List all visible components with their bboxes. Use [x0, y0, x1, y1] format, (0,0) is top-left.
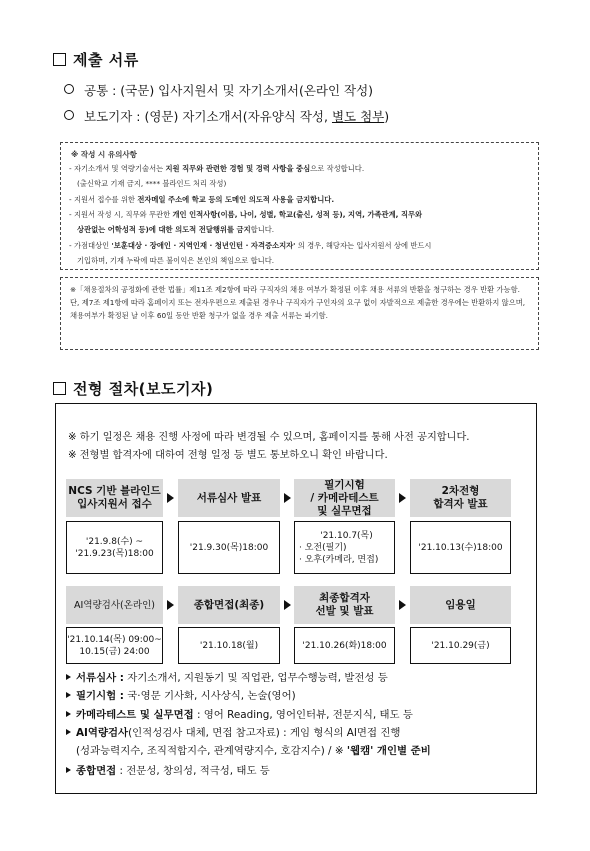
circle-bullet-icon — [64, 110, 74, 120]
section-title-text: 전형 절차(보도기자) — [73, 380, 214, 398]
legal-notice-text: ※「채용절차의 공정화에 관한 법률」제11조 제2항에 따라 구직자의 채용 여부가 확정된 이후 채용 서류의 반환을 청구하는 경우 반환 가능함. 단, 제7조 제1항에 따라 홈페이지 또는 전자우편으로 제출된 경우나 구직자가 구인자의 요구 없이 자발적으로 제출한 경우에는 반환하지 않으며, 채용여부가 확정된 날 이후 60일 동안 반환 청구가 없을 경우 제출 서류는 파기함. — [70, 285, 526, 320]
note-line-3: - 지원서 접수를 위한 전자메일 주소에 학교 등의 도메인 의도적 사용을 금지합니다. — [69, 195, 335, 204]
legend-written-test — [66, 689, 296, 703]
legend-label: 종합면접 — [76, 765, 117, 777]
circle-bullet-icon — [64, 84, 74, 94]
checkbox-square-icon — [53, 382, 66, 395]
schedule-notice-1: ※ 하기 일정은 채용 진행 사정에 따라 변경될 수 있으며, 홈페이지를 통해 사전 공지합니다. — [68, 432, 470, 443]
note-line-1: - 자기소개서 및 역량기술서는 지원 직무와 관련한 경험 및 경력 사항을 중심으로 작성합니다. — [69, 164, 365, 173]
step-second-result-date: '21.10.13(수)18:00 — [410, 521, 511, 574]
triangle-bullet-icon — [66, 692, 71, 698]
step-second-result-header: 2차전형 합격자 발표 — [410, 479, 511, 517]
note-line-4: - 지원서 작성 시, 직무와 무관한 개인 인적사항(이름, 나이, 성별, 학교(출신, 성적 등), 지역, 가족관계, 직무와 — [69, 210, 423, 219]
arrow-right-icon — [399, 600, 406, 610]
checkbox-square-icon — [53, 53, 66, 66]
arrow-right-icon — [167, 493, 174, 503]
legend-label: 필기시험 : — [76, 690, 124, 702]
reporter-docs-line — [64, 107, 389, 125]
note-line-7: 기입하며, 기재 누락에 따른 불이익은 본인의 책임으로 합니다. — [77, 256, 275, 265]
writing-notes-box — [60, 142, 539, 270]
step-final-interview-header: 종합면접(최종) — [178, 586, 280, 624]
note-line-6: - 가점대상인 '보훈대상 · 장애인 · 지역인재 · 청년인턴 · 자격증소지자' 의 경우, 해당자는 입사지원서 상에 반드시 — [69, 241, 432, 250]
legend-text: (인적성검사 대체, 면접 참고자료) : 게임 형식의 AI면접 진행 — [128, 727, 401, 739]
arrow-right-icon — [284, 600, 291, 610]
step-appointment-header: 임용일 — [410, 586, 511, 624]
legend-text: : 전문성, 창의성, 적극성, 태도 등 — [116, 765, 270, 777]
schedule-notice-2: ※ 전형별 합격자에 대하여 전형 일정 등 별도 통보하오니 확인 바랍니다. — [68, 450, 388, 461]
common-docs-text: 공통 : (국문) 입사지원서 및 자기소개서(온라인 작성) — [84, 83, 374, 98]
legend-text: (성과능력지수, 조직적합지수, 관계역량지수, 호감지수) / ※ — [76, 745, 347, 757]
legend-text: 국·영문 기사화, 시사상식, 논술(영어) — [123, 690, 296, 702]
triangle-bullet-icon — [66, 711, 71, 717]
reporter-docs-underline: 별도 첨부 — [331, 109, 385, 124]
legend-ai-test — [66, 726, 400, 740]
arrow-right-icon — [167, 600, 174, 610]
triangle-bullet-icon — [66, 729, 71, 735]
note-line-2: (출신학교 기재 금지, **** 블라인드 처리 작성) — [77, 179, 227, 188]
legend-ai-test-detail — [76, 744, 431, 758]
reporter-docs-suffix: ) — [384, 109, 390, 124]
arrow-right-icon — [284, 493, 291, 503]
step-appointment-date: '21.10.29(금) — [410, 627, 511, 664]
reporter-docs-text: 보도기자 : (영문) 자기소개서(자유양식 작성, — [84, 109, 332, 124]
step-final-interview-date: '21.10.18(월) — [178, 627, 280, 664]
legend-final-interview — [66, 764, 270, 778]
step-document-result-header: 서류심사 발표 — [178, 479, 280, 517]
step-document-result-date: '21.9.30(목)18:00 — [178, 521, 280, 574]
step-written-test-header: 필기시험 / 카메라테스트 및 실무면접 — [294, 479, 395, 517]
step-ai-test-header: AI역량검사(온라인) — [66, 586, 163, 624]
legend-label: 서류심사 : — [76, 672, 124, 684]
section-title-documents — [53, 49, 139, 70]
common-docs-line — [64, 81, 373, 99]
arrow-right-icon — [399, 493, 406, 503]
legal-notice-box — [60, 277, 539, 350]
legend-camera-interview — [66, 708, 413, 722]
legend-document-review — [66, 671, 388, 685]
step-application-header: NCS 기반 블라인드 입사지원서 접수 — [66, 479, 163, 517]
legend-label: '웹캠' 개인별 준비 — [346, 745, 431, 757]
step-ai-test-date: '21.10.14(목) 09:00~ 10.15(금) 24:00 — [66, 627, 163, 664]
legend-text: : 영어 Reading, 영어인터뷰, 전문지식, 태도 등 — [193, 709, 413, 721]
step-written-test-date: '21.10.7(목) · 오전(필기) · 오후(카메라, 면접) — [294, 521, 395, 574]
triangle-bullet-icon — [66, 767, 71, 773]
note-line-5: 상관없는 어학성적 등)에 대한 의도적 전달행위를 금지합니다. — [77, 225, 275, 234]
section-title-process — [53, 378, 213, 399]
step-application-date: '21.9.8(수) ~ '21.9.23(목)18:00 — [66, 521, 163, 574]
legend-label: AI역량검사 — [76, 727, 129, 739]
legend-label: 카메라테스트 및 실무면접 — [76, 709, 194, 721]
step-final-selection-date: '21.10.26(화)18:00 — [294, 627, 395, 664]
step-final-selection-header: 최종합격자 선발 및 발표 — [294, 586, 395, 624]
section-title-text: 제출 서류 — [73, 51, 139, 69]
legend-text: 자기소개서, 지원동기 및 직업관, 업무수행능력, 발전성 등 — [123, 672, 388, 684]
notes-heading: ※ 작성 시 유의사항 — [71, 150, 137, 159]
triangle-bullet-icon — [66, 674, 71, 680]
